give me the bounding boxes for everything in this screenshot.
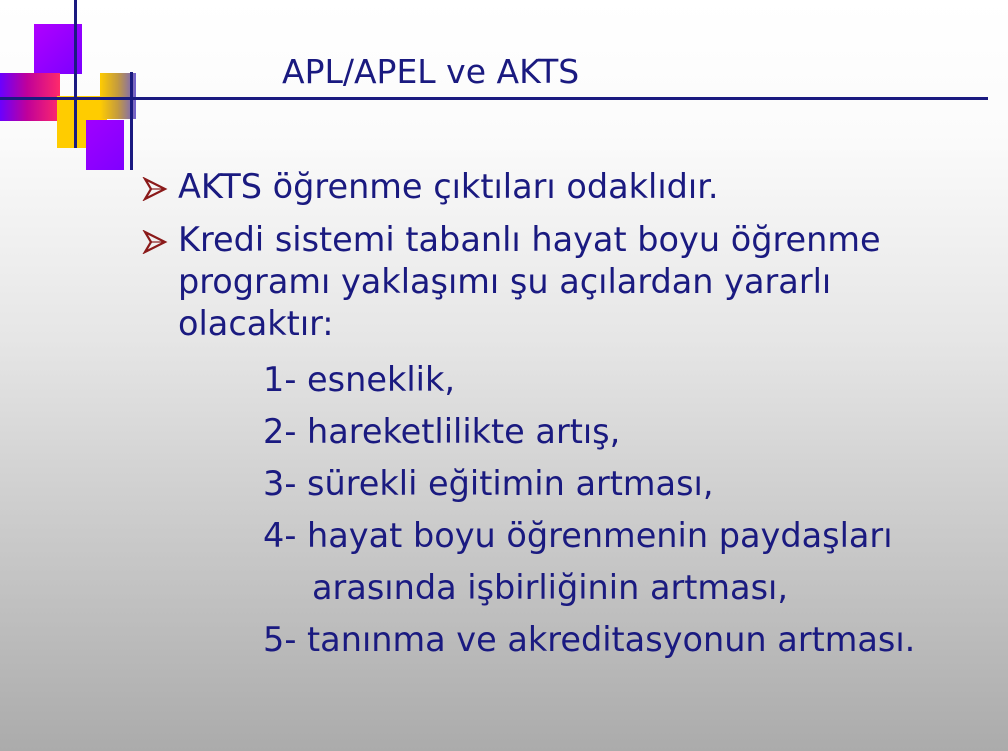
slide-title: APL/APEL ve AKTS <box>282 52 580 91</box>
decorative-vertical-line <box>74 0 77 148</box>
benefit-item: 1- esneklik, <box>263 360 456 399</box>
bullet-line: olacaktır: <box>178 304 334 343</box>
benefit-item: 5- tanınma ve akreditasyonun artması. <box>263 620 916 659</box>
arrow-bullet-icon <box>142 230 168 254</box>
benefit-item-continuation: arasında işbirliğinin artması, <box>312 568 788 607</box>
bullet-line: AKTS öğrenme çıktıları odaklıdır. <box>178 167 719 206</box>
arrow-bullet-icon <box>142 177 168 201</box>
benefit-item: 3- sürekli eğitimin artması, <box>263 464 714 503</box>
bullet-line: Kredi sistemi tabanlı hayat boyu öğrenme <box>178 220 881 259</box>
decorative-vertical-line-2 <box>130 72 133 170</box>
bullet-item <box>140 219 1000 345</box>
benefit-item: 4- hayat boyu öğrenmenin paydaşları <box>263 516 893 555</box>
bullet-line: programı yaklaşımı şu açılardan yararlı <box>178 262 832 301</box>
title-underline-rule <box>0 97 988 100</box>
slide-body <box>140 166 1000 666</box>
benefit-item: 2- hareketlilikte artış, <box>263 412 621 451</box>
bullet-item <box>140 166 1000 208</box>
benefits-list <box>140 354 1000 666</box>
decorative-purple-square-lower <box>86 120 124 170</box>
